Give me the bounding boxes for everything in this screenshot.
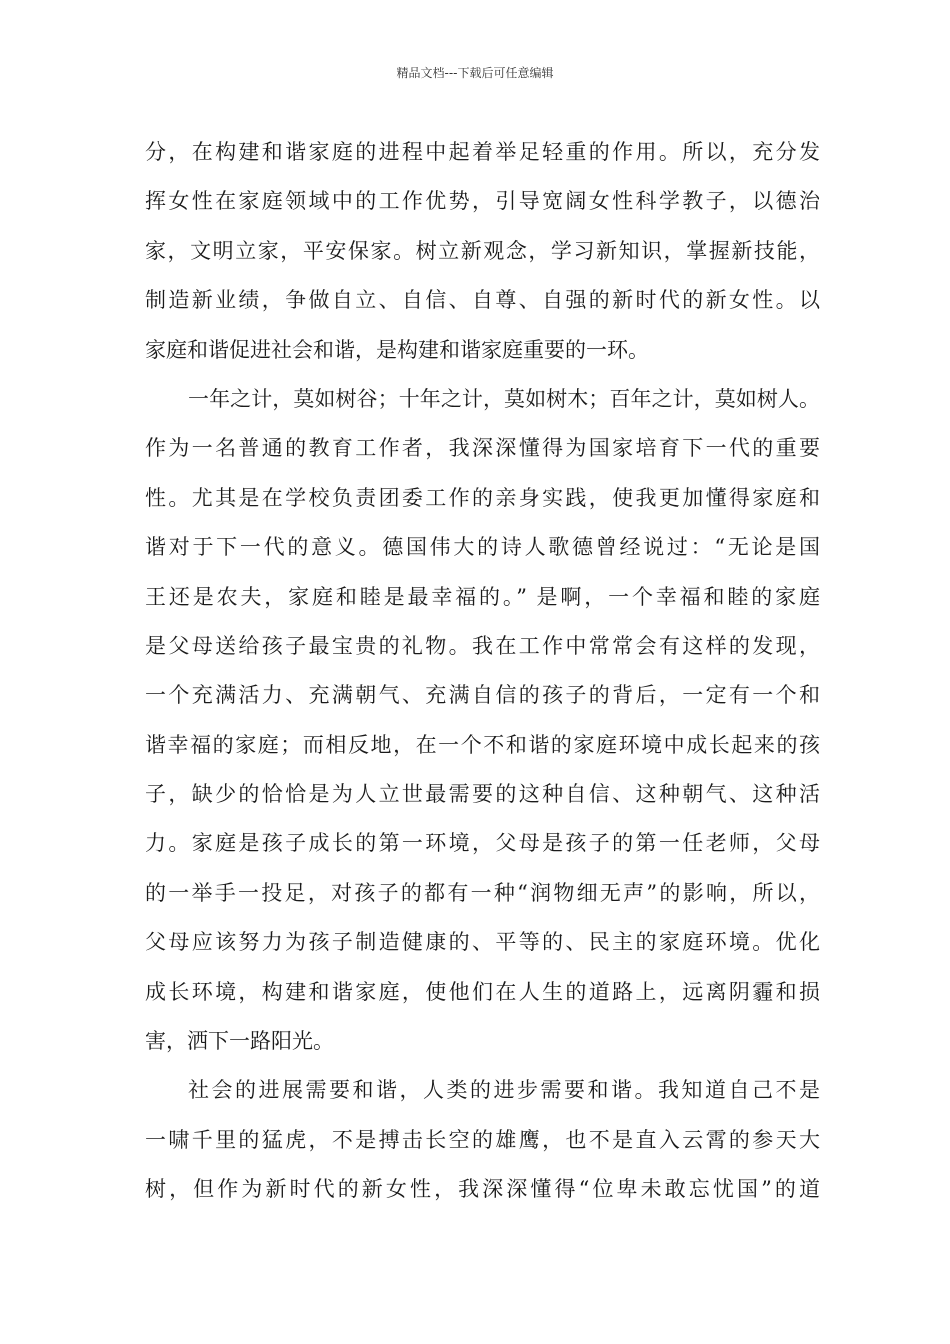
text-line: 是父母送给孩子最宝贵的礼物。我在工作中常常会有这样的发现，: [145, 633, 820, 658]
text-line: 谐幸福的家庭；而相反地，在一个不和谐的家庭环境中成长起来的孩: [145, 732, 820, 757]
text-line: 的一举手一投足，对孩子的都有一种“润物细无声”的影响，所以，: [145, 880, 820, 905]
text-line: 社会的进展需要和谐，人类的进步需要和谐。我知道自己不是: [188, 1078, 820, 1103]
text-line: 挥女性在家庭领域中的工作优势，引导宽阔女性科学教子，以德治: [145, 189, 820, 214]
text-line: 分，在构建和谐家庭的进程中起着举足轻重的作用。所以，充分发: [145, 140, 820, 164]
text-line: 制造新业绩，争做自立、自信、自尊、自强的新时代的新女性。以: [145, 288, 820, 313]
text-line: 力。家庭是孩子成长的第一环境，父母是孩子的第一任老师，父母: [145, 831, 820, 856]
text-line: 子，缺少的恰恰是为人立世最需要的这种自信、这种朝气、这种活: [145, 782, 820, 807]
text-line: 一个充满活力、充满朝气、充满自信的孩子的背后，一定有一个和: [145, 683, 820, 708]
text-line: 性。尤其是在学校负责团委工作的亲身实践，使我更加懂得家庭和: [145, 485, 820, 510]
text-line: 作为一名普通的教育工作者，我深深懂得为国家培育下一代的重要: [145, 436, 820, 461]
text-line: 谐对于下一代的意义。德国伟大的诗人歌德曾经说过：“无论是国: [145, 535, 820, 560]
text-line: 王还是农夫，家庭和睦是最幸福的。” 是啊，一个幸福和睦的家庭: [145, 584, 820, 609]
page-header: 精品文档---下载后可任意编辑: [396, 66, 554, 80]
text-line: 家庭和谐促进社会和谐，是构建和谐家庭重要的一环。: [145, 337, 649, 362]
text-line: 一啸千里的猛虎，不是搏击长空的雄鹰，也不是直入云霄的参天大: [145, 1127, 820, 1152]
text-line: 一年之计，莫如树谷；十年之计，莫如树木；百年之计，莫如树人。: [188, 386, 820, 411]
text-line: 父母应该努力为孩子制造健康的、平等的、民主的家庭环境。优化: [145, 930, 820, 955]
text-line: 树，但作为新时代的新女性，我深深懂得“位卑未敢忘忧国”的道: [145, 1177, 820, 1202]
text-line: 家，文明立家，平安保家。树立新观念，学习新知识，掌握新技能，: [145, 238, 820, 263]
text-line: 害，洒下一路阳光。: [145, 1029, 334, 1054]
text-line: 成长环境，构建和谐家庭，使他们在人生的道路上，远离阴霾和损: [145, 979, 820, 1004]
document-body: [145, 128, 820, 1215]
